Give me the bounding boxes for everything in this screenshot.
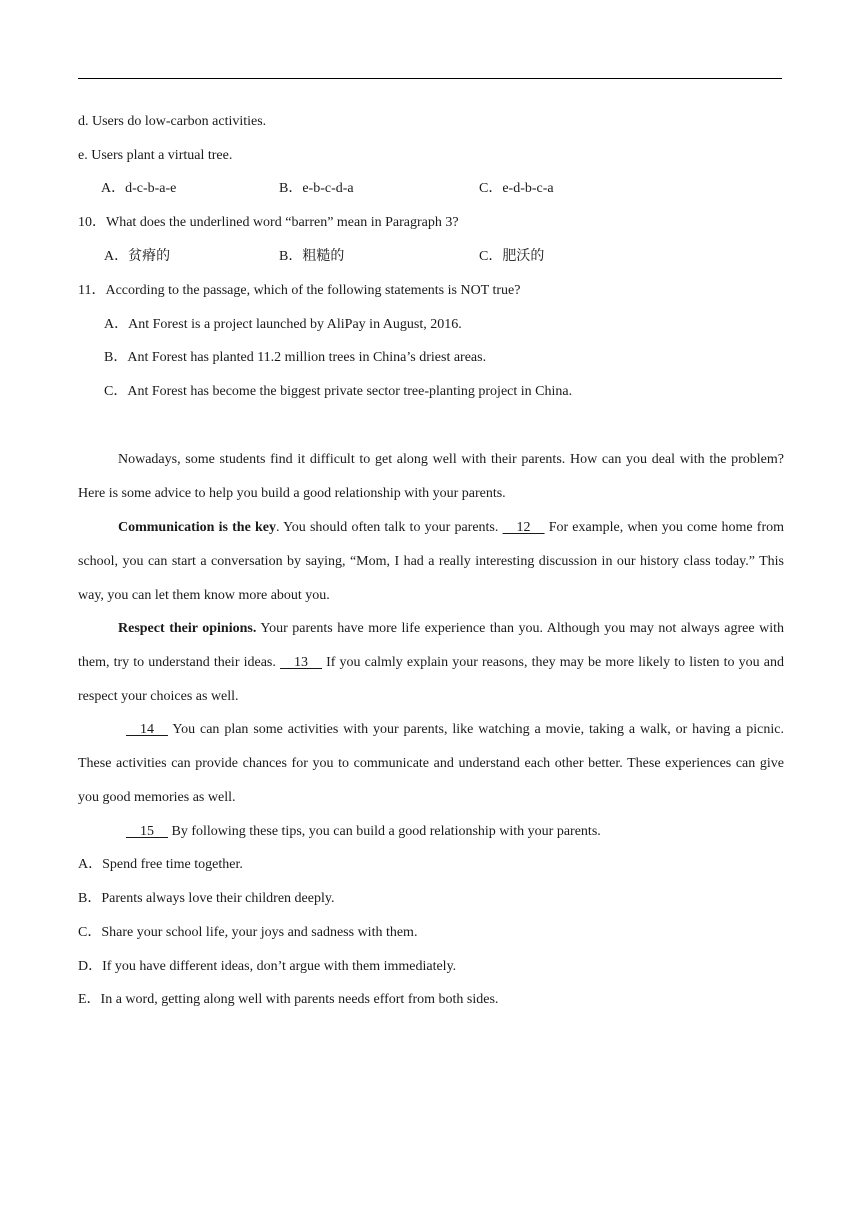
passage-paragraph-1 — [78, 443, 784, 511]
item-e: e. Users plant a virtual tree. — [78, 148, 233, 163]
q11-option-b: B．Ant Forest has planted 11.2 million trees in China’s driest areas. — [104, 350, 487, 365]
p1-text: Nowadays, some students find it difficult to get along well with their parents. How can you deal with the problem? Here is some advice to help you build a good relationship with your parents. — [78, 452, 784, 501]
passage-paragraph-4 — [78, 713, 784, 814]
p2-heading: Communication is the key — [118, 520, 276, 535]
blank-14: 14 — [126, 722, 168, 737]
choice-c: C．Share your school life, your joys and sadness with them. — [78, 925, 418, 940]
choice-d: D．If you have different ideas, don’t argue with them immediately. — [78, 959, 457, 974]
p2-text-a: . You should often talk to your parents. — [275, 520, 503, 535]
passage-paragraph-3 — [78, 612, 784, 713]
p3-text-b: If you calmly explain your reasons, they may be more likely to listen to you and respect your choices as well. — [78, 654, 784, 704]
choice-a: A．Spend free time together. — [78, 857, 243, 872]
q10-option-b: B．粗糙的 — [279, 249, 345, 264]
q10-option-a: A．贫瘠的 — [104, 249, 171, 264]
q9-option-c: C．e-d-b-c-a — [479, 181, 554, 196]
p4-text: You can plan some activities with your parents, like watching a movie, taking a walk, or having a picnic. These activities can provide chances for you to communicate and understand each other better. These experiences can give you good memories as well. — [78, 722, 784, 805]
q11-option-c: C．Ant Forest has become the biggest private sector tree-planting project in China. — [104, 384, 573, 399]
q10-stem: 10．What does the underlined word “barren” mean in Paragraph 3? — [78, 215, 459, 230]
q10-option-c: C．肥沃的 — [479, 249, 545, 264]
blank-12: 12 — [502, 520, 545, 535]
p5-text: By following these tips, you can build a good relationship with your parents. — [168, 824, 601, 839]
passage-paragraph-2 — [78, 511, 784, 612]
q9-option-a: A．d-c-b-a-e — [101, 181, 177, 196]
p3-heading: Respect their opinions. — [118, 621, 257, 636]
choice-e: E．In a word, getting along well with parents needs effort from both sides. — [78, 992, 499, 1007]
header-rule — [78, 78, 782, 79]
passage-paragraph-5 — [78, 815, 784, 849]
q11-stem: 11．According to the passage, which of the following statements is NOT true? — [78, 283, 521, 298]
p2-text-b: For example, when you come home from school, you can start a conversation by saying, “Mom, I had a really interesting discussion in our history class today.” This way, you can let them know more about you. — [78, 520, 785, 603]
q9-option-b: B．e-b-c-d-a — [279, 181, 354, 196]
blank-15: 15 — [126, 824, 168, 839]
item-d: d. Users do low-carbon activities. — [78, 114, 267, 129]
choice-b: B．Parents always love their children deeply. — [78, 891, 335, 906]
blank-13: 13 — [279, 654, 322, 670]
q11-option-a: A．Ant Forest is a project launched by AliPay in August, 2016. — [104, 317, 462, 332]
p3-text-a: Your parents have more life experience than you. Although you may not always agree with them, try to understand their ideas. — [78, 621, 784, 670]
